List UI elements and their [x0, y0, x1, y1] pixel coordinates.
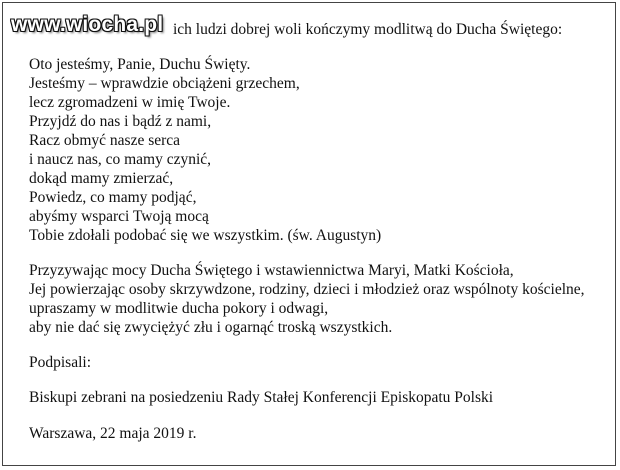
appeal-line: Jej powierzając osoby skrzywdzone, rodziny, dzieci i młodzież oraz wspólnoty kościelne, [29, 281, 585, 298]
appeal-line: upraszamy w modlitwie ducha pokory i odwagi, [29, 300, 329, 317]
prayer-line: Przyjdź do nas i bądź z nami, [29, 113, 212, 130]
prayer-line: lecz zgromadzeni w imię Twoje. [29, 94, 231, 111]
document-frame [2, 2, 616, 466]
intro-line: ich ludzi dobrej woli kończymy modlitwą do Ducha Świętego: [173, 21, 563, 38]
prayer-line: Jesteśmy – wprawdzie obciążeni grzechem, [29, 75, 300, 92]
appeal-line: aby nie dać się zwyciężyć złu i ogarnąć troską wszystkich. [29, 319, 393, 336]
prayer-line: dokąd mamy zmierzać, [29, 170, 174, 187]
site-watermark-logo: www.wiocha.pl [11, 13, 164, 36]
document-page [3, 3, 616, 466]
place-date-line: Warszawa, 22 maja 2019 r. [29, 425, 197, 442]
prayer-line: i naucz nas, co mamy czynić, [29, 151, 212, 168]
signed-label: Podpisali: [29, 354, 92, 371]
prayer-line: Tobie zdołali podobać się we wszystkim. (św. Augustyn) [29, 227, 382, 244]
prayer-line: Powiedz, co mamy podjąć, [29, 189, 197, 206]
appeal-line: Przyzywając mocy Ducha Świętego i wstawiennictwa Maryi, Matki Kościoła, [29, 262, 514, 279]
prayer-line: abyśmy wsparci Twoją mocą [29, 208, 209, 225]
signatories-line: Biskupi zebrani na posiedzeniu Rady Stałej Konferencji Episkopatu Polski [29, 389, 494, 406]
prayer-line: Racz obmyć nasze serca [29, 132, 181, 149]
prayer-line: Oto jesteśmy, Panie, Duchu Święty. [29, 56, 251, 73]
